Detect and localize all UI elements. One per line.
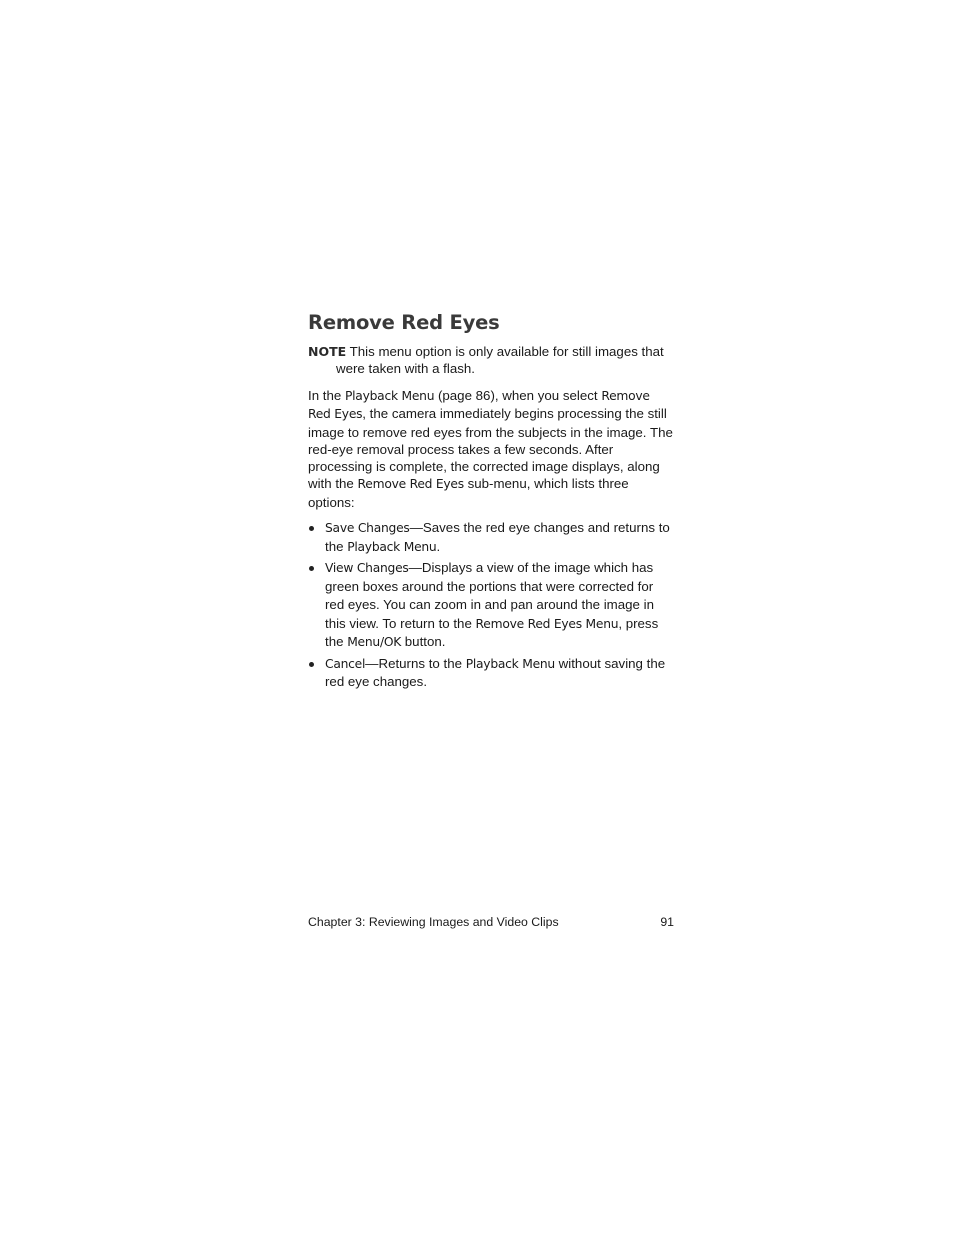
intro-paragraph: [308, 387, 674, 511]
intro-text: (page 86), when you select: [434, 388, 602, 403]
page-number: 91: [660, 915, 674, 929]
option-name: Save Changes: [325, 521, 410, 536]
list-item: [308, 519, 674, 556]
bullet-icon: [309, 526, 314, 531]
option-text: button.: [401, 634, 446, 650]
option-text: —Returns to the: [365, 655, 466, 671]
note-block: [308, 343, 674, 377]
term-playback-menu: Playback Menu: [347, 539, 437, 554]
term-playback-menu: Playback Menu: [465, 656, 555, 671]
option-name: Cancel: [325, 656, 366, 671]
bullet-icon: [309, 566, 314, 571]
intro-text: In the: [308, 388, 345, 403]
term-remove-red-eyes-menu: Remove Red Eyes Menu: [475, 616, 619, 631]
section-title: Remove Red Eyes: [308, 311, 500, 334]
term-playback-menu: Playback Menu: [344, 389, 435, 403]
option-name: View Changes: [325, 561, 409, 576]
intro-text: , the camera immediately begins processing the still image to remove red eyes from the subjects in the image. The red-eye removal process takes a few seconds. After processing is complete, the corrected image displays, along with the: [308, 406, 673, 492]
chapter-title: Chapter 3: Reviewing Images and Video Clips: [308, 915, 559, 929]
list-item: [308, 655, 674, 692]
note-text: This menu option is only available for still images that were taken with a flash.: [336, 344, 664, 376]
option-text: —Displays a view of the image which has green boxes around the portions that were corrected for red eyes. You can zoom in and pan around the image in this view. To return to the: [325, 560, 654, 631]
page-content: [308, 311, 674, 695]
option-text: without saving the red eye changes.: [325, 655, 666, 690]
bullet-icon: [309, 662, 314, 667]
term-remove-red-eyes: Remove Red Eyes: [308, 389, 650, 422]
options-list: [308, 519, 674, 692]
term-remove-red-eyes: Remove Red Eyes: [357, 477, 464, 492]
note-label: NOTE: [308, 344, 347, 359]
option-text: , press the: [325, 615, 659, 650]
intro-text: sub-menu, which lists three options:: [308, 476, 629, 510]
option-text: —Saves the red eye changes and returns to the: [325, 520, 670, 554]
list-item: [308, 559, 674, 652]
option-text: .: [436, 538, 441, 554]
term-menu-ok: Menu/OK: [347, 635, 402, 650]
